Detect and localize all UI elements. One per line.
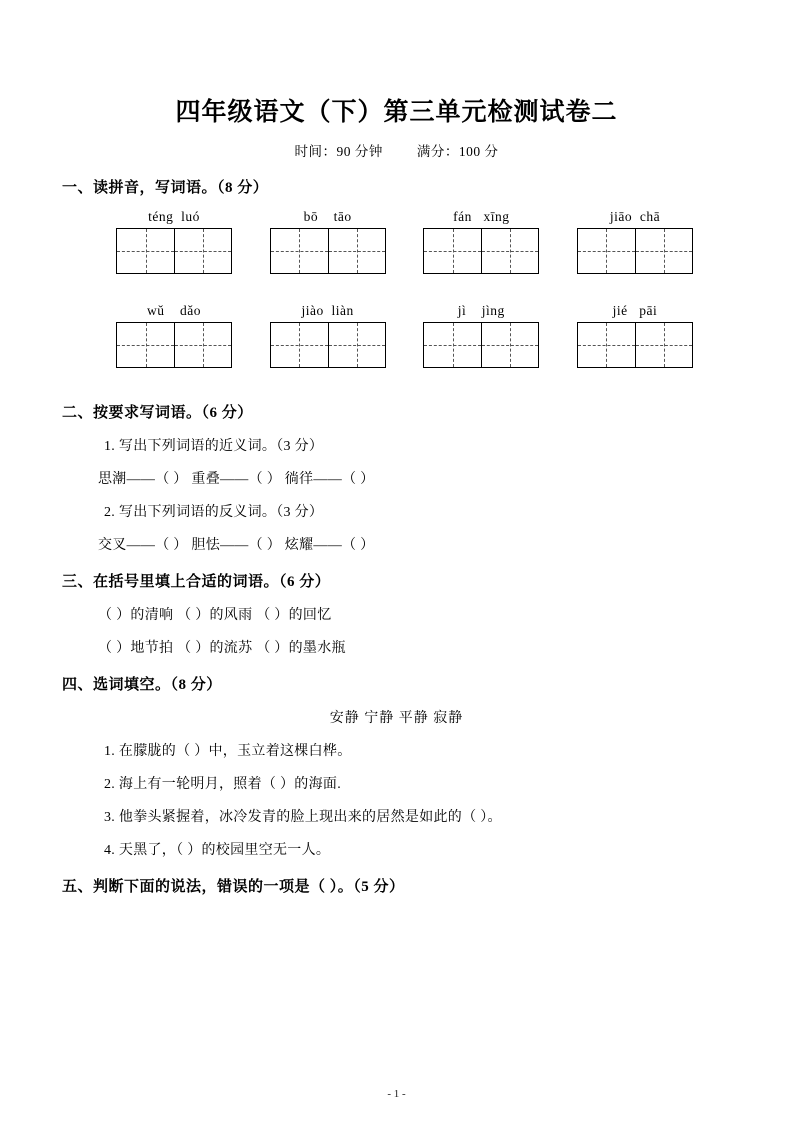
pinyin-cell-group [106,209,242,274]
question-line[interactable]: （ ）地节拍 （ ）的流苏 （ ）的墨水瓶 [98,641,346,656]
section-heading-4: 四、选词填空。（8 分） [62,677,222,693]
pinyin-grid-row-2 [62,303,731,368]
tianzige-box[interactable] [270,322,386,368]
section-heading-5[interactable]: 五、判断下面的说法，错误的一项是（ ）。（5 分） [62,879,405,895]
pinyin-cell-group [413,303,549,368]
pinyin-cell-group [413,209,549,274]
pinyin-cell-group [106,303,242,368]
pinyin-cell-group [260,209,396,274]
question-line: 2. 写出下列词语的反义词。（3 分） [104,505,324,520]
question-line: 1. 写出下列词语的近义词。（3 分） [104,439,324,454]
question-line[interactable]: 3. 他拳头紧握着，冰冷发青的脸上现出来的居然是如此的（ ）。 [104,810,502,825]
tianzige-box[interactable] [577,228,693,274]
pinyin-label: téng luó [148,209,200,224]
pinyin-grid-block-2 [62,303,731,385]
exam-meta [62,140,731,160]
tianzige-box[interactable] [270,228,386,274]
pinyin-label: jiāo chā [609,209,661,224]
pinyin-cell-group [567,209,703,274]
pinyin-label: jié pāi [612,303,658,318]
tianzige-box[interactable] [116,228,232,274]
pinyin-cell-group [260,303,396,368]
section-heading-3: 三、在括号里填上合适的词语。（6 分） [62,574,331,590]
pinyin-label: wǔ dǎo [147,303,201,318]
page-title: 四年级语文（下）第三单元检测试卷二 [175,99,618,126]
question-line[interactable]: 思潮——（ ） 重叠——（ ） 徜徉——（ ） [98,472,375,487]
pinyin-label: fán xīng [453,209,510,224]
tianzige-box[interactable] [423,228,539,274]
tianzige-box[interactable] [116,322,232,368]
section-heading-2: 二、按要求写词语。（6 分） [62,405,253,421]
pinyin-cell-group [567,303,703,368]
question-line[interactable]: 4. 天黑了，（ ）的校园里空无一人。 [104,843,331,858]
word-choice-bank: 安静 宁静 平静 寂静 [329,711,464,726]
page-number: - 1 - [387,1088,406,1100]
question-line[interactable]: （ ）的清响 （ ）的风雨 （ ）的回忆 [98,608,332,623]
exam-score: 满分：100 分 [416,144,499,159]
question-line[interactable]: 1. 在朦胧的（ ）中，玉立着这棵白桦。 [104,744,352,759]
tianzige-box[interactable] [423,322,539,368]
pinyin-grid-block-1 [62,209,731,291]
pinyin-grid-row-1 [62,209,731,274]
pinyin-label: jiào liàn [301,303,354,318]
section-heading-1: 一、读拼音，写词语。（8 分） [62,180,269,196]
tianzige-box[interactable] [577,322,693,368]
question-line[interactable]: 交叉——（ ） 胆怯——（ ） 炫耀——（ ） [98,538,375,553]
pinyin-label: jì jìng [457,303,505,318]
exam-time: 时间：90 分钟 [294,144,383,159]
pinyin-label: bō tāo [303,209,352,224]
question-line[interactable]: 2. 海上有一轮明月，照着（ ）的海面. [104,777,341,792]
